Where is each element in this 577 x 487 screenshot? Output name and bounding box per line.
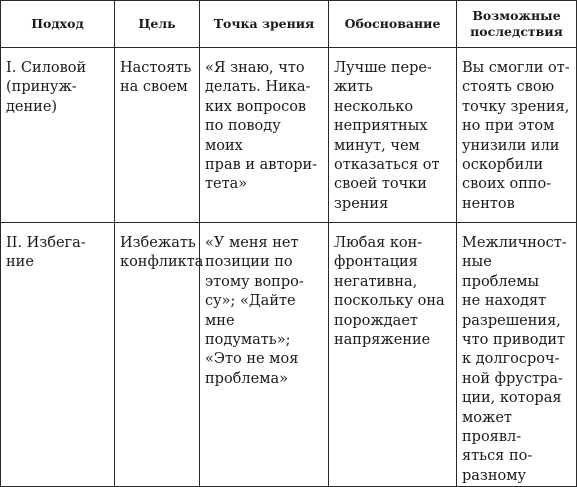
header-consequences: Возможные последствия [457, 1, 577, 48]
cell-rationale: Лучше пере- жить несколько неприятных минут, чем отказаться от своей точки зрения [329, 48, 457, 223]
header-goal: Цель [115, 1, 200, 48]
header-rationale: Обоснование [329, 1, 457, 48]
cell-viewpoint: «Я знаю, что делать. Ника- ких вопросов по поводу моих прав и автори- тета» [200, 48, 329, 223]
table-row [1, 223, 577, 487]
header-viewpoint: Точка зрения [200, 1, 329, 48]
cell-consequences: Вы смогли от- стоять свою точку зрения, но при этом унизили или оскорбили своих оппо- нентов [457, 48, 577, 223]
header-approach: Подход [1, 1, 115, 48]
cell-goal: Настоять на своем [115, 48, 200, 223]
cell-approach: II. Избега- ние [1, 223, 115, 487]
table-header-row [1, 1, 577, 48]
cell-consequences: Межличност- ные проблемы не находят разрешения, что приводит к долгосроч- ной фрустра- ции, которая может проявл- яться по-разному [457, 223, 577, 487]
cell-approach: I. Силовой (принуж- дение) [1, 48, 115, 223]
cell-goal: Избежать конфликта [115, 223, 200, 487]
cell-rationale: Любая кон- фронтация негативна, поскольку она порождает напряжение [329, 223, 457, 487]
table-row [1, 48, 577, 223]
cell-viewpoint: «У меня нет позиции по этому вопро- су»; «Дайте мне подумать»; «Это не моя проблема» [200, 223, 329, 487]
